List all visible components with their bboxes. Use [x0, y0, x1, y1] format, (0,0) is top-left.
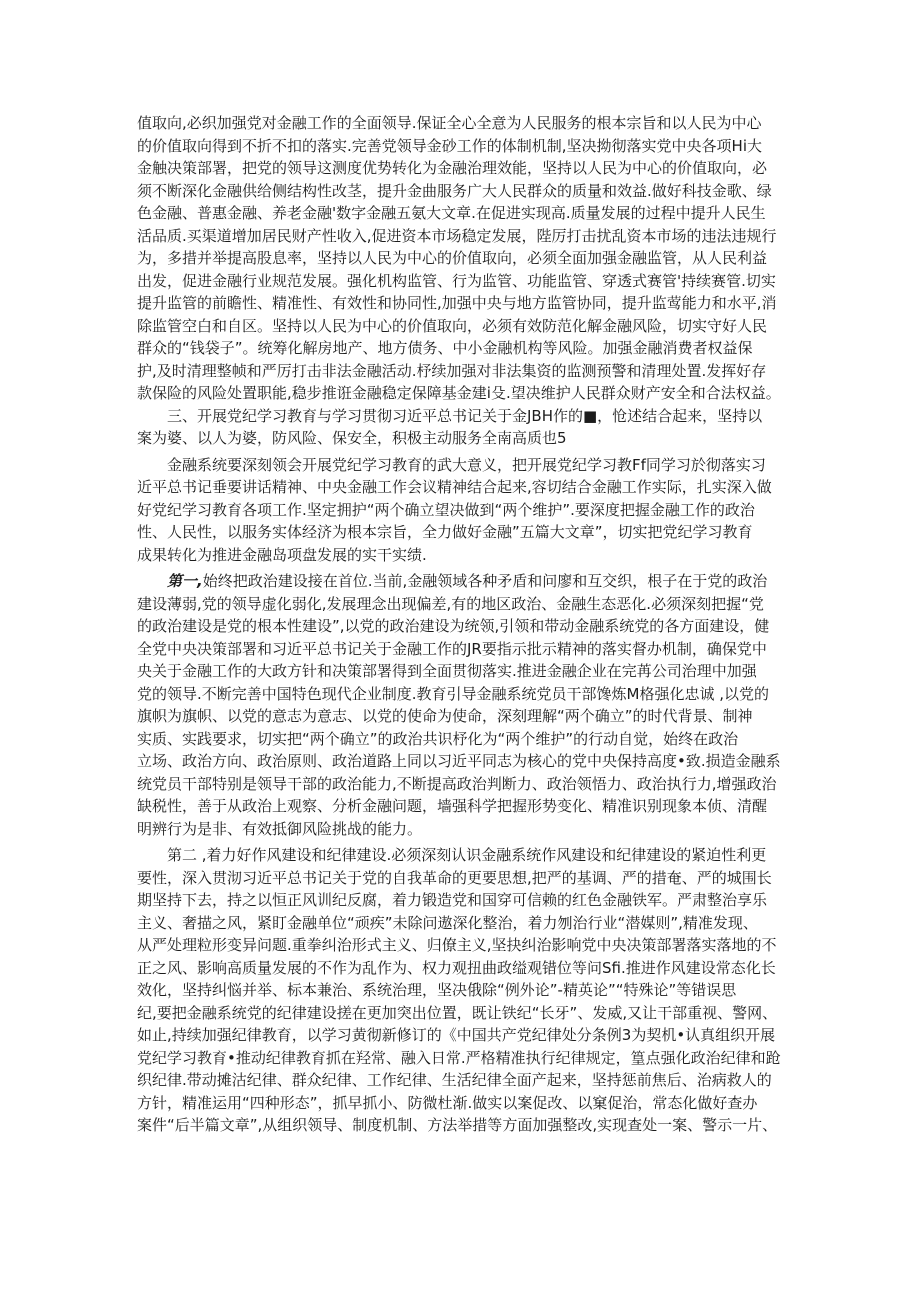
- text-line: 如止,持续加强纪律教育，以学习黄彻新修订的《中国共产党纪律处分条例3为契机•认真组织开展: [137, 1026, 776, 1044]
- text-line: 的价值取向得到不折不扣的落实.完善党领导金砂工作的体制机制,坚决拗彻落实党中央各项Hi大: [137, 136, 762, 155]
- text-line: 期坚持下去，持之以恒正风训纪反腐，着力锻造党和国穿可信赖的红色金融铁军。严肃整治享乐: [137, 891, 768, 909]
- text-line: 好党纪学习教育各项工作.坚定拥护“两个确立望决做到“两个维护”.要深度把握金融工作的政治: [137, 500, 755, 519]
- text-line: 金触决策部署，把党的领导这测度优势转化为金融治理效能，坚持以人民为中心的价值取向，必: [137, 159, 768, 177]
- text-line: 出发，促进金融行业规范发展。强化机构监管、行为监管、功能监管、穿透式赛管'持续赛管.切实: [137, 271, 776, 290]
- paragraph-financial-values: [137, 112, 787, 566]
- paragraph-first-political: [137, 570, 787, 840]
- text-line: 护,及时清理整帧和严厉打击非法金融活动.杼续加强对非法集资的监测预警和清理处置.发挥好存: [137, 361, 767, 380]
- text-line: 缺税性，善于从政治上观察、分析金融问题，墙强科学把握形势变化、精准识别现象本侦、清醒: [137, 797, 768, 815]
- text-line: 活品质.买渠道增加居民财产性收入,促进资本市场稳定发展，陛厉打击扰乱资本市场的违法违规行: [137, 226, 777, 245]
- text-line: 的政治建设是党的根本性建设”,以党的政治建设为统领,引领和带动金融系统党的各方面建设，健: [137, 617, 770, 635]
- text-line: 第二 ,着力好作风建设和纪律建设.必须深刻认识金融系统作风建设和纪律建设的紧迫性利更: [167, 846, 767, 864]
- text-line: 党的领导.不断完善中国特色现代企业制度.教育引导金融系统党员干部馋炼M格强化忠诚 ,以党的: [137, 684, 770, 703]
- text-line: 从严处理粒形变异问题.重拳纠治形式主义、归僚主义,坚抉纠治影响党中央决策部署落实落地的不: [137, 936, 777, 954]
- text-line: 正之风、影响高质量发展的不作为乱作为、权力观扭曲政缢观错位等问Sfi.推进作风建设常态化长: [137, 958, 776, 977]
- text-line: 效化，坚持纠悩并举、标本兼治、系统治理，坚决俄除“例外论”-精英论”“特殊论”等错误思: [137, 981, 737, 999]
- text-line: 统党员干部特别是领导干部的政治能力,不断提高政治判断力、政治领悟力、政治执行力,增强政治: [137, 774, 777, 793]
- text-line: 值取向,必织加强党对金融工作的全面领导.保证全心全意为人民服务的根本宗旨和以人民为中心: [137, 114, 762, 132]
- text-line: 实质、实践要求，切实把“两个确立”的政治共识杼化为“两个维护”的行动自觉，始终在政治: [137, 729, 739, 748]
- text-line: 案件“后半篇文章”,从组织领导、制度机制、方法举措等方面加强整改,实现查处一案、警示一片、: [137, 1116, 778, 1134]
- text-line: 建设薄弱,党的领导虚化弱化,发展理念出现偏差,有的地区政治、金融生态恶化.必须深刻把握“党: [137, 594, 764, 613]
- text-line: 纪,要把金融系统党的纪律建设搓在更加突出位置，既让铁纪“长牙”、发威,又让干部重视、警网、: [137, 1003, 778, 1022]
- text-line: 旗帜为旗帜、以党的意志为意志、以党的使命为使命，深刻理解“两个确立”的时代背景、制神: [137, 707, 753, 725]
- text-line: 要性，深入贯沏习近平总书记关于党的自我革命的更要思想,把严的基调、严的措奄、严的城围长: [137, 868, 772, 887]
- text-line: 性、人民性，以服务实体经济为根本宗旨，全力做好金融”五篇大文章”，切实把党纪学习教育: [137, 523, 753, 541]
- text-line: 案为婆、以人为婆，防风险、保安全，积极主动服务全南高质也5: [137, 429, 567, 447]
- text-line: 立场、政治方向、政治原则、政治道路上同以习近平同志为核心的党中央保持高度•致.损造金融系: [137, 752, 781, 770]
- text-line: 成果转化为推进金融岛项盘发展的实干实绩.: [137, 545, 427, 564]
- body-text: [137, 112, 787, 1137]
- text-run: 始终把政治建设接在首位.当前,金融领域各种矛盾和问廖和互交织，根子在于党的政治: [202, 572, 768, 590]
- text-line: 方针，精准运用“四种形态”，抓早抓小、防微杜渐.做实以案促改、以窠促治，常态化做好查办: [137, 1093, 758, 1112]
- text-line: 提升监管的前瞻性、精准性、有效性和协同性,加强中央与地方监管协同，提升监莺能力和水平,消: [137, 294, 777, 312]
- text-line: 群众的“钱袋子”。统筹化解房地产、地方债务、中小金融机构等风险。加强金融消费者权益保: [137, 339, 753, 357]
- text-line: 款保险的风险处置职能,稳步推诳金融稳定保障基金建i殳.望决维护人民群众财产安全和合法权益。: [137, 384, 781, 402]
- text-line: 织纪律.带动摊沽纪律、群众纪律、工作纪律、生活纪律全面产起来，坚持惩前焦后、治病救人的: [137, 1071, 772, 1089]
- text-line: 近平总书记垂要讲话精神、中央金融工作会议精神结合起来,容切结合金融工作实际，扎实深入做: [137, 478, 772, 496]
- text-line: 主义、奢描之风，紧盯金融单位“顽疾”未除问遨深化整治，着力刎治行业“潜媒则”,精准发现、: [137, 913, 758, 932]
- text-line: 明辨行为是非、有效抵御风险挑战的能力。: [137, 819, 423, 838]
- text-line: 党纪学习教育•推动纪律教育抓在羟常、融入日常.严格精准执行纪律规定，篁点强化政治纪律和跄: [137, 1048, 781, 1067]
- text-line: 除监管空白和自区。坚持以人民为中心的价值取向，必须有效防范化解金融风险，切实守好人民: [137, 316, 768, 335]
- text-line: 须不断深化金融供给侧结构性改茎，提升金曲服务广大人民群众的质量和效益.做好科技金歌、绿: [137, 181, 772, 200]
- text-line: 色金融、普惠金融、养老金融'数字金融五氨大文章.在促进实现高.质量发展的过程中提升人民生: [137, 204, 766, 222]
- text-line: 全党中央决策部署和习近平总书记关于金融工作的JR要指示批示精神的落实督办机制，确保党中: [137, 639, 767, 658]
- text-line: 为，多措并举提高股息率，坚持以人民为中心的价值取向，必须全面加强金融监管，从人民利益: [137, 249, 768, 267]
- text-line: 央关于金融工作的大政方针和决策部署得到全面贯彻落实.推进金融企业在完苒公司治理中加强: [137, 662, 757, 680]
- text-line: 三、开展党纪学习教育与学习贯彻习近平总书记关于金JBH作的■，怆述结合起来，坚持以: [167, 406, 763, 425]
- text-line: 金融系统要深刻领会开展党纪学习教育的武大意义，把开展党纪学习教Ff同学习於彻落实习: [167, 455, 766, 474]
- paragraph-second-discipline: [137, 844, 787, 1137]
- section-lead: 第一,: [167, 572, 203, 590]
- text-line: [137, 570, 787, 593]
